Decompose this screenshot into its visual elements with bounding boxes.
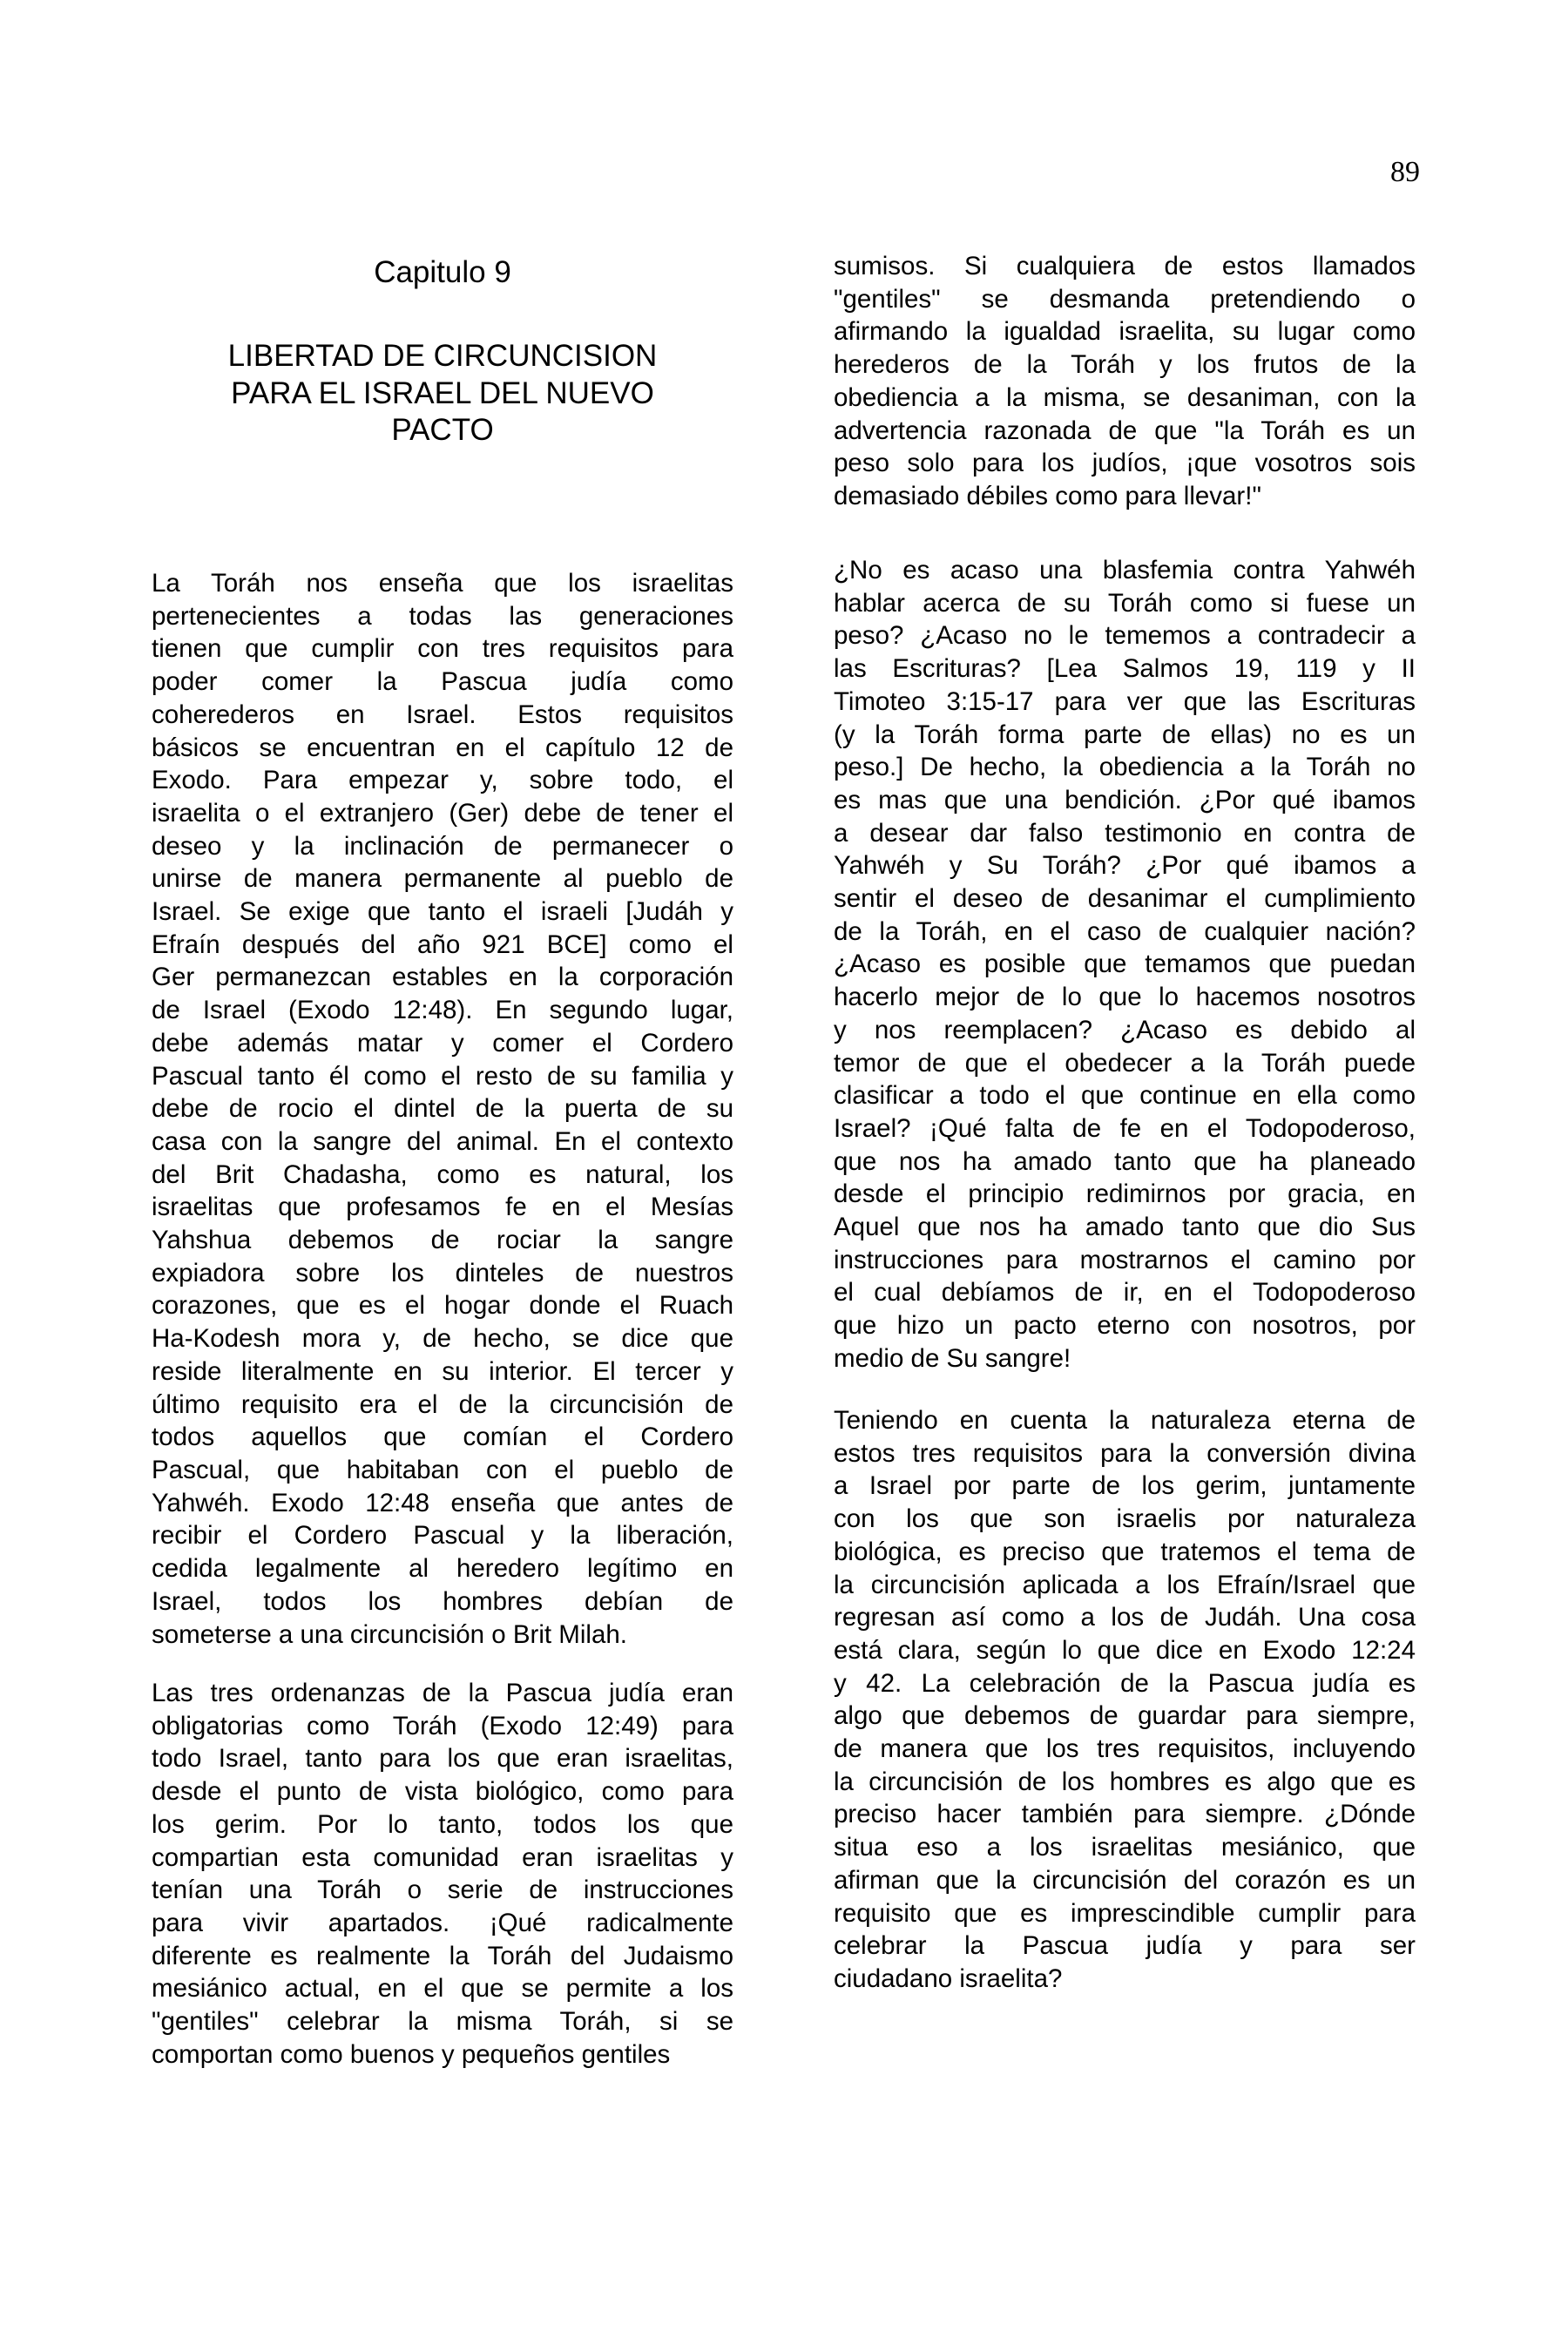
text-line: expiadora sobre los dinteles de nuestros (152, 1258, 733, 1288)
text-line: Israel. Se exige que tanto el israeli [Judáh y (152, 897, 733, 927)
chapter-title-line: PACTO (391, 413, 494, 447)
text-line: con los que son israelis por naturaleza (834, 1504, 1416, 1534)
paragraph (834, 250, 1416, 513)
text-line: someterse a una circuncisión o Brit Milah. (152, 1619, 627, 1649)
text-line: la circuncisión aplicada a los Efraín/Israel que (834, 1570, 1416, 1599)
text-line: celebrar la Pascua judía y para ser (834, 1931, 1416, 1961)
text-line: peso solo para los judíos, ¡que vosotros sois (834, 449, 1416, 478)
paragraph (152, 567, 733, 1651)
text-line: "gentiles" celebrar la misma Toráh, si se (152, 2007, 733, 2037)
text-line: Aquel que nos ha amado tanto que dio Sus (834, 1213, 1416, 1242)
text-line: el cual debíamos de ir, en el Todopoderoso (834, 1278, 1416, 1308)
text-line: Ger permanezcan estables en la corporación (152, 963, 733, 992)
text-line: Israel? ¡Qué falta de fe en el Todopoderoso, (834, 1113, 1416, 1143)
text-line: La Toráh nos enseña que los israelitas (152, 569, 733, 598)
text-line: peso.] De hecho, la obediencia a la Toráh no (834, 753, 1416, 782)
text-line: requisito que es imprescindible cumplir para (834, 1898, 1416, 1928)
text-line: advertencia razonada de que "la Toráh es un (834, 416, 1416, 445)
text-line: demasiado débiles como para llevar!" (834, 481, 1261, 510)
text-line: tienen que cumplir con tres requisitos para (152, 634, 733, 664)
text-line: hacerlo mejor de lo que lo hacemos nosotros (834, 983, 1416, 1012)
text-line: Ha-Kodesh mora y, de hecho, se dice que (152, 1324, 733, 1354)
text-line: de Israel (Exodo 12:48). En segundo lugar, (152, 996, 733, 1025)
text-line: básicos se encuentran en el capítulo 12 de (152, 733, 733, 762)
text-line: la circuncisión de los hombres es algo que es (834, 1767, 1416, 1796)
text-line: diferente es realmente la Toráh del Judaismo (152, 1941, 733, 1970)
text-line: preciso hacer también para siempre. ¿Dónde (834, 1800, 1416, 1829)
text-line: comportan como buenos y pequeños gentiles (152, 2039, 671, 2069)
text-line: y 42. La celebración de la Pascua judía es (834, 1668, 1416, 1698)
text-line: compartian esta comunidad eran israelitas y (152, 1842, 733, 1872)
text-line: coherederos en Israel. Estos requisitos (152, 700, 733, 729)
text-line: de manera que los tres requisitos, incluyendo (834, 1734, 1416, 1764)
text-line: está clara, según lo que dice en Exodo 12:24 (834, 1635, 1416, 1665)
text-line: israelita o el extranjero (Ger) debe de tener el (152, 798, 733, 828)
text-line: y nos reemplacen? ¿Acaso es debido al (834, 1015, 1416, 1044)
text-line: regresan así como a los de Judáh. Una cosa (834, 1603, 1416, 1632)
paragraph (834, 554, 1416, 1375)
text-line: ¿No es acaso una blasfemia contra Yahwéh (834, 556, 1416, 585)
page-number: 89 (1390, 156, 1420, 188)
text-line: debe además matar y comer el Cordero (152, 1028, 733, 1058)
text-line: que nos ha amado tanto que ha planeado (834, 1146, 1416, 1176)
chapter-title-line: LIBERTAD DE CIRCUNCISION (227, 339, 658, 373)
text-line: Yahshua debemos de rociar la sangre (152, 1226, 733, 1255)
text-line: medio de Su sangre! (834, 1343, 1071, 1373)
text-line: desde el principio redimirnos por gracia, en (834, 1179, 1416, 1209)
text-line: Timoteo 3:15-17 para ver que las Escrituras (834, 686, 1416, 716)
text-line: Las tres ordenanzas de la Pascua judía eran (152, 1679, 733, 1707)
paragraph (152, 1677, 733, 2071)
text-line: obediencia a la misma, se desaniman, con la (834, 382, 1416, 412)
text-line: instrucciones para mostrarnos el camino por (834, 1245, 1416, 1274)
text-line: poder comer la Pascua judía como (152, 667, 733, 697)
text-line: cedida legalmente al heredero legítimo en (152, 1554, 733, 1584)
text-line: los gerim. Por lo tanto, todos los que (152, 1809, 733, 1839)
chapter-title-line: PARA EL ISRAEL DEL NUEVO (231, 375, 654, 410)
text-line: Israel, todos los hombres debían de (152, 1586, 733, 1616)
text-line: obligatorias como Toráh (Exodo 12:49) para (152, 1711, 733, 1740)
text-line: unirse de manera permanente al pueblo de (152, 864, 733, 894)
text-line: mesiánico actual, en el que se permite a los (152, 1974, 733, 2004)
text-line: temor de que el obedecer a la Toráh puede (834, 1048, 1416, 1078)
text-line: recibir el Cordero Pascual y la liberación, (152, 1521, 733, 1551)
text-line: debe de rocio el dintel de la puerta de su (152, 1094, 733, 1124)
text-line: casa con la sangre del animal. En el contexto (152, 1126, 733, 1156)
text-line: ¿Acaso es posible que temamos que puedan (834, 950, 1416, 979)
text-line: Teniendo en cuenta la naturaleza eterna de (834, 1406, 1416, 1435)
text-line: las Escrituras? [Lea Salmos 19, 119 y II (834, 654, 1416, 684)
chapter-title (150, 338, 735, 449)
chapter-label: Capitulo 9 (374, 255, 511, 289)
text-line: pertenecientes a todas las generaciones (152, 601, 733, 631)
text-line: Exodo. Para empezar y, sobre todo, el (152, 766, 733, 795)
text-line: herederos de la Toráh y los frutos de la (834, 350, 1416, 380)
text-line: situa eso a los israelitas mesiánico, que (834, 1833, 1416, 1862)
text-line: tenían una Toráh o serie de instrucciones (152, 1876, 733, 1905)
text-line: es mas que una bendición. ¿Por qué ibamos (834, 785, 1416, 814)
text-line: "gentiles" se desmanda pretendiendo o (834, 284, 1416, 314)
text-line: israelitas que profesamos fe en el Mesías (152, 1193, 733, 1222)
text-line: ciudadano israelita? (834, 1963, 1063, 1993)
text-line: afirman que la circuncisión del corazón es un (834, 1865, 1416, 1895)
text-line: afirmando la igualdad israelita, su lugar como (834, 317, 1416, 347)
text-line: deseo y la inclinación de permanecer o (152, 831, 733, 861)
text-line: para vivir apartados. ¡Qué radicalmente (152, 1908, 733, 1937)
text-line: Yahwéh y Su Toráh? ¿Por qué ibamos a (834, 851, 1416, 881)
text-line: a desear dar falso testimonio en contra de (834, 818, 1416, 848)
paragraph (834, 1404, 1416, 1996)
text-line: desde el punto de vista biológico, como para (152, 1777, 733, 1807)
text-line: Pascual, que habitaban con el pueblo de (152, 1455, 733, 1484)
text-line: que hizo un pacto eterno con nosotros, por (834, 1311, 1416, 1341)
text-line: último requisito era el de la circuncisión de (152, 1389, 733, 1419)
text-line: Pascual tanto él como el resto de su familia y (152, 1061, 733, 1091)
text-line: corazones, que es el hogar donde el Ruach (152, 1291, 733, 1321)
text-line: (y la Toráh forma parte de ellas) no es un (834, 720, 1416, 749)
text-line: sumisos. Si cualquiera de estos llamados (834, 252, 1416, 280)
text-line: peso? ¿Acaso no le tememos a contradecir a (834, 621, 1416, 651)
text-line: sentir el deseo de desanimar el cumplimiento (834, 884, 1416, 914)
text-line: del Brit Chadasha, como es natural, los (152, 1159, 733, 1189)
text-line: de la Toráh, en el caso de cualquier nación? (834, 916, 1416, 946)
text-line: clasificar a todo el que continue en ella como (834, 1081, 1416, 1111)
text-line: algo que debemos de guardar para siempre, (834, 1701, 1416, 1731)
text-line: biológica, es preciso que tratemos el tema de (834, 1537, 1416, 1566)
text-line: todo Israel, tanto para los que eran israelitas, (152, 1744, 733, 1774)
text-line: hablar acerca de su Toráh como si fuese un (834, 588, 1416, 618)
text-line: estos tres requisitos para la conversión divina (834, 1438, 1416, 1468)
text-line: a Israel por parte de los gerim, juntamente (834, 1471, 1416, 1501)
text-line: Yahwéh. Exodo 12:48 enseña que antes de (152, 1488, 733, 1517)
text-line: todos aquellos que comían el Cordero (152, 1423, 733, 1452)
text-line: Efraín después del año 921 BCE] como el (152, 929, 733, 959)
text-line: reside literalmente en su interior. El tercer y (152, 1356, 733, 1386)
